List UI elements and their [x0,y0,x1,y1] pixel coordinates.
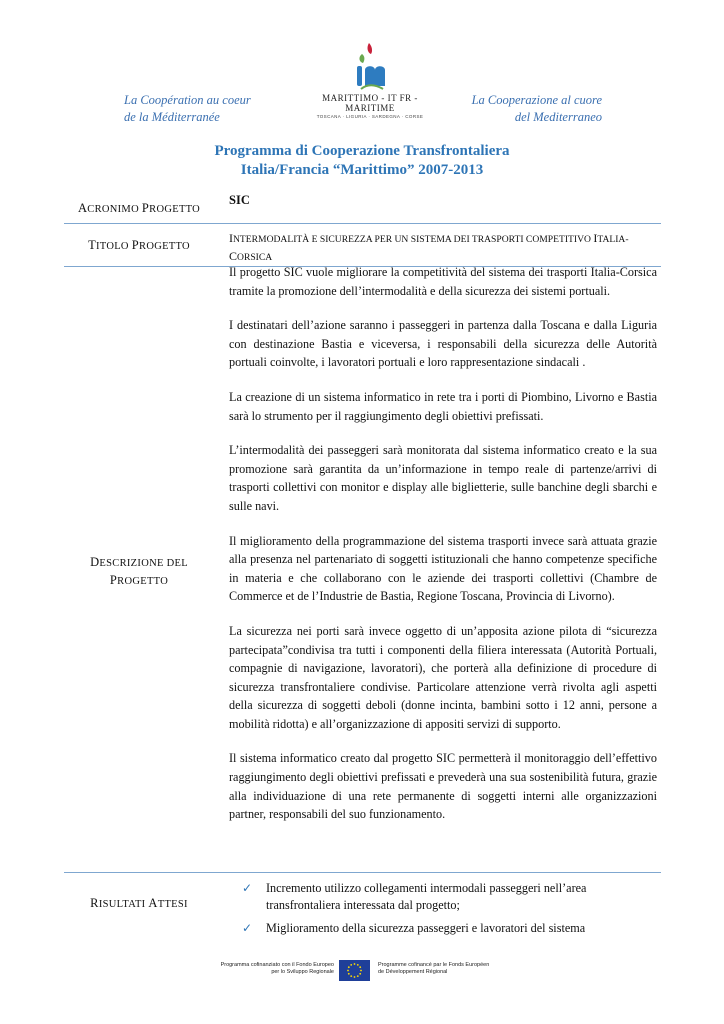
result-text: Incremento utilizzo collegamenti intermodali passeggeri nell’area transfrontaliera interessata dal progetto; [266,881,587,912]
label-acronimo-part-2: ROGETTO [149,204,201,215]
description-paragraph: I destinatari dell’azione saranno i passeggeri in partenza dalla Toscana e dalla Liguria con destinazione Bastia e viceversa, i responsabili della sicurezza delle Autorità portuali coinvolte, i lavoratori portuali e loro rappresentazione sindacali . [229,318,657,370]
page-footer [0,960,724,984]
description-paragraph: L’intermodalità dei passeggeri sarà monitorata dal sistema informatico creato e la sua promozione sarà garantita da un’informazione in tempo reale di partenze/arrivi di trasporti collettivi con monitor e display alle biglietterie, sulle banchine degli sbarchi e sulle navi. [229,443,657,513]
footer-french-line-1: Programme cofinancé par le Fonds Européen [378,962,490,968]
tagline-french [124,92,251,126]
marittimo-logo-icon [339,40,401,92]
divider [64,223,661,224]
footer-french-line-2: de Développement Régional [378,969,448,975]
tagline-italian-line-1: La Cooperazione al cuore [471,93,602,107]
logo-wordmark: MARITTIMO - IT FR - MARITIME [322,93,418,113]
description-paragraph: Il miglioramento della programmazione del sistema trasporti invece sarà attuata grazie alla presenza nel partenariato di soggetti istituzionali che hanno competenze specifiche in materia e che collaborano con le aziende dei trasporti collettivi (Chambre de Commerce et de l’Industrie de Bastia, Regione Toscana, Provincia di Livorno). [229,533,657,604]
row-acronimo [64,193,661,223]
logo-regions: TOSCANA · LIGURIA · SARDEGNA · CORSE [316,114,424,119]
checkmark-icon: ✓ [242,881,253,895]
description-paragraph: Il sistema informatico creato dal progetto SIC permetterà il monitoraggio dell’effettivo raggiungimento degli obiettivi prefissati e prevederà una sua sostenibilità futura, grazie alla individuazione di una rete permanente di soggetti interni alle organizzazioni partner, responsabili del suo funzionamento. [229,751,657,822]
footer-italian-line-1: Programma cofinanziato con il Fondo Europeo [220,962,334,968]
description-paragraph: Il progetto SIC vuole migliorare la competitività del sistema dei trasporti Italia-Corsica tramite la promozione dell’intermodalità e della sicurezza dei sistemi portuali. [229,265,657,298]
page-header [0,0,724,135]
results-list [239,880,657,937]
label-acronimo-cap-1: A [77,201,88,215]
value-acronimo: SIC [229,193,250,207]
tagline-italian [472,92,602,126]
label-titolo-part-2: ROGETTO [139,241,190,252]
label-acronimo [64,201,214,216]
value-titolo-part-2: TALIA- [597,234,629,245]
description-paragraph: La sicurezza nei porti sarà invece oggetto di un’apposita azione pilota di “sicurezza partecipata”condivisa tra tutti i componenti della filiera interessata (Autorità Portuali, compagnie di navigazione, lavoratori), che porterà alla definizione di procedure di sicurezza transfrontaliere condivise. Particolare attenzione verrà rivolta agli aspetti della sicurezza di soggetti deboli (donne incinta, bambini sotto i 12 anni, persone a mobilità ridotta) e all’organizzazione di appositi servizi di supporto. [229,623,657,731]
label-acronimo-part-1: CRONIMO [87,204,142,215]
eu-flag-icon [339,960,370,981]
description-text [229,263,657,840]
list-item [239,880,657,914]
footer-italian-line-2: per lo Sviluppo Regionale [271,969,334,975]
tagline-french-line-2: de la Méditerranée [124,110,220,124]
value-titolo [229,230,657,266]
label-risultati-part-1: ISULTATI [98,899,149,910]
label-descrizione [64,554,214,590]
value-titolo-cap-1: I [229,231,233,245]
label-risultati-part-2: TTESI [157,899,188,910]
label-risultati-cap-2: A [148,896,158,910]
row-descrizione [64,266,661,872]
programme-title-line-1: Programma di Cooperazione Transfrontaliera [214,143,510,159]
list-item [239,920,657,937]
value-titolo-cap-2: I [593,231,598,245]
label-titolo-cap-2: P [131,238,140,252]
results-list-wrapper [239,880,657,943]
label-titolo [64,238,214,253]
value-titolo-part-1: NTERMODALITÀ E SICUREZZA PER UN SISTEMA DEI TRASPORTI COMPETITIVO [233,234,594,245]
label-descrizione-part-2: ROGETTO [117,576,169,587]
label-titolo-part-1: ITOLO [96,241,132,252]
label-risultati [64,896,214,911]
label-titolo-cap-1: T [88,238,97,252]
footer-italian-note [221,962,334,976]
value-titolo-cap-3: C [229,249,238,263]
label-descrizione-part-1: ESCRIZIONE DEL [99,558,188,569]
checkmark-icon: ✓ [242,921,253,935]
tagline-italian-line-2: del Mediterraneo [514,110,602,124]
divider [64,872,661,873]
result-text: Miglioramento della sicurezza passeggeri e lavoratori del sistema [266,921,586,935]
row-risultati [64,878,661,958]
tagline-french-line-1: La Coopération au coeur [124,93,251,107]
footer-french-note [378,962,489,976]
marittimo-logo [296,40,444,130]
label-descrizione-cap-1: D [90,555,100,569]
row-titolo [64,230,661,266]
label-descrizione-cap-2: P [109,573,118,587]
value-titolo-part-3: ORSICA [237,252,273,263]
label-acronimo-cap-2: P [141,201,150,215]
programme-title-line-2: Italia/Francia “Marittimo” 2007-2013 [240,162,484,178]
label-risultati-cap-1: R [90,896,99,910]
description-paragraph: La creazione di un sistema informatico in rete tra i porti di Piombino, Livorno e Bastia sarà lo strumento per il raggiungimento degli obiettivi prefissati. [229,389,657,423]
programme-title [0,142,724,180]
